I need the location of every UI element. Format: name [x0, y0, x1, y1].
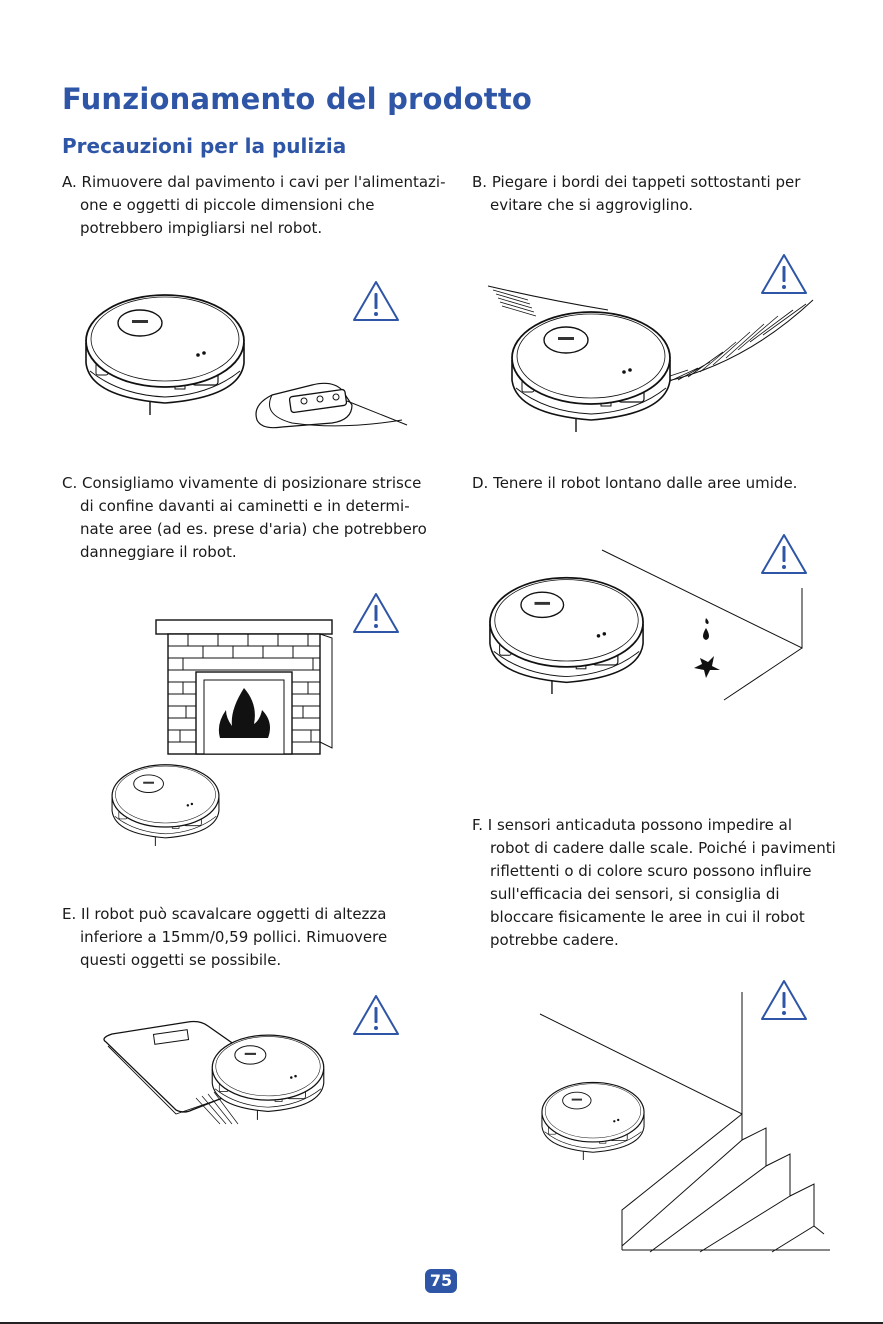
section-b-text [472, 171, 800, 217]
section-f-line: sull'efficacia dei sensori, si consiglia di [490, 885, 780, 903]
robot-vacuum-illustration [506, 302, 676, 432]
illustration-robot-cables [80, 285, 410, 445]
section-d-line: D. Tenere il robot lontano dalle aree umide. [472, 474, 798, 492]
section-c-line: nate aree (ad es. prese d'aria) che potrebbero [80, 520, 427, 538]
section-c-text [62, 472, 427, 564]
power-strip-illustration [252, 375, 412, 435]
section-e-line: inferiore a 15mm/0,59 pollici. Rimuovere [80, 928, 388, 946]
section-e-text [62, 903, 387, 972]
illustration-wet-area [484, 548, 814, 708]
warning-triangle-icon [352, 592, 400, 634]
illustration-small-objects [100, 1018, 340, 1138]
section-a-line: one e oggetti di piccole dimensioni che [80, 196, 375, 214]
section-d-text [472, 472, 797, 495]
section-b-line: evitare che si aggroviglino. [490, 196, 694, 214]
section-a-line: A. Rimuovere dal pavimento i cavi per l'alimentazi- [62, 173, 446, 191]
robot-vacuum-illustration [208, 1024, 328, 1124]
section-subtitle: Precauzioni per la pulizia [62, 134, 347, 158]
robot-vacuum-illustration [484, 568, 649, 694]
section-c-line: C. Consigliamo vivamente di posizionare strisce [62, 474, 422, 492]
warning-triangle-icon [352, 994, 400, 1036]
section-b-line: B. Piegare i bordi dei tappeti sottostanti per [472, 173, 801, 191]
page-number: 75 [425, 1269, 457, 1293]
illustration-stairs [510, 990, 830, 1256]
section-c-line: di confine davanti ai caminetti e in determi- [80, 497, 410, 515]
illustration-fireplace [108, 614, 348, 854]
robot-vacuum-illustration [108, 758, 223, 846]
robot-vacuum-illustration [538, 1076, 648, 1160]
section-f-line: bloccare fisicamente le aree in cui il robot [490, 908, 805, 926]
section-c-line: danneggiare il robot. [80, 543, 237, 561]
section-e-line: E. Il robot può scavalcare oggetti di altezza [62, 905, 387, 923]
illustration-robot-carpet [488, 280, 818, 440]
section-f-line: potrebbe cadere. [490, 931, 619, 949]
section-f-text [472, 814, 836, 952]
section-f-line: F. I sensori anticaduta possono impedire al [472, 816, 793, 834]
page-title: Funzionamento del prodotto [62, 82, 533, 116]
section-a-text [62, 171, 446, 240]
section-a-line: potrebbero impigliarsi nel robot. [80, 219, 323, 237]
section-e-line: questi oggetti se possibile. [80, 951, 282, 969]
section-f-line: riflettenti o di colore scuro possono influire [490, 862, 812, 880]
section-f-line: robot di cadere dalle scale. Poiché i pavimenti [490, 839, 836, 857]
